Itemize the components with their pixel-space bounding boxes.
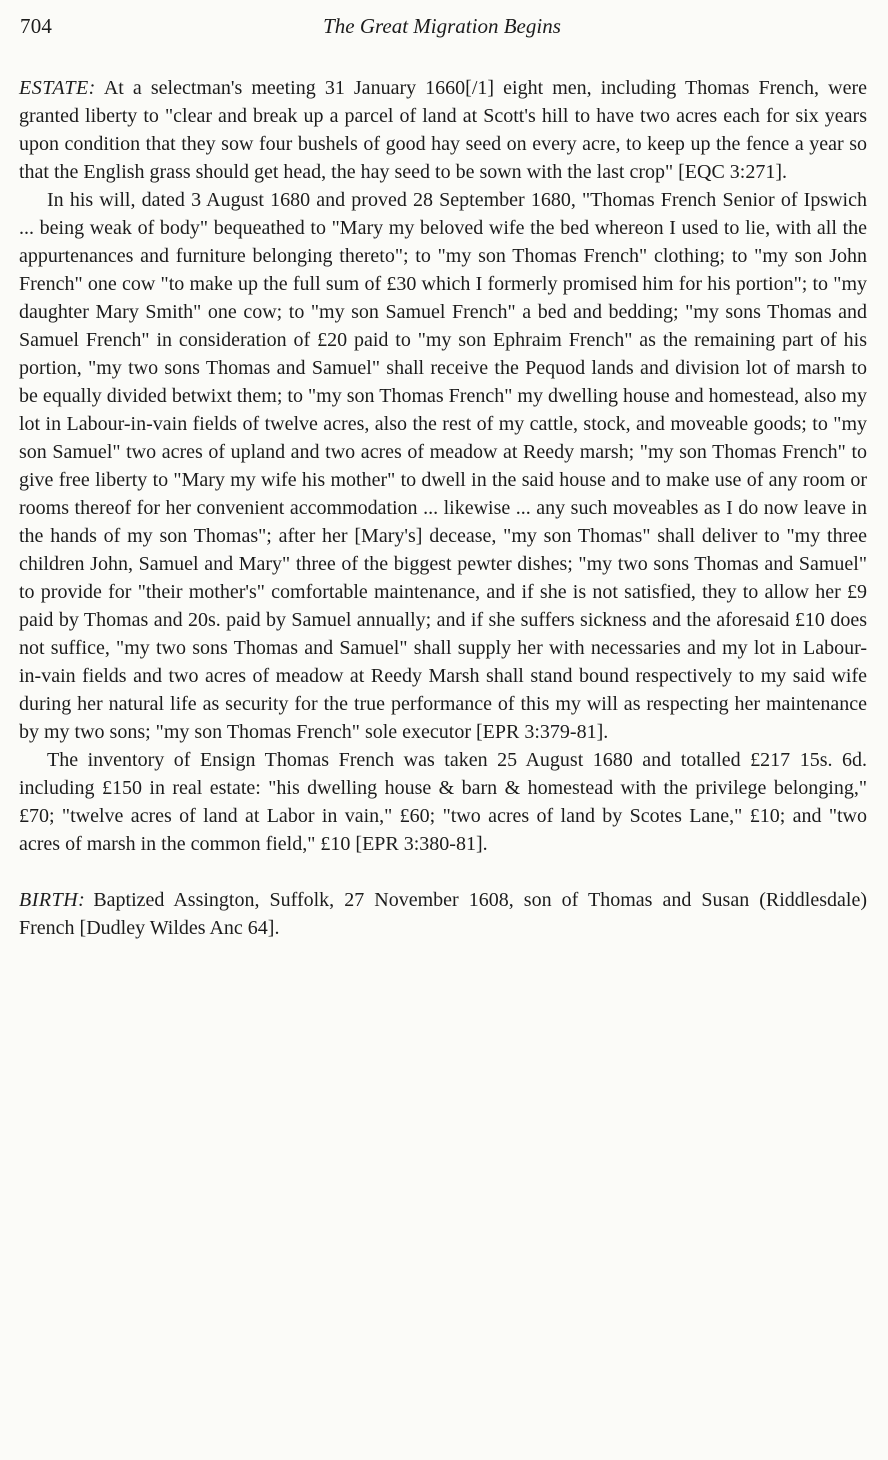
- birth-paragraph: [19, 886, 867, 942]
- page-number: 704: [20, 14, 53, 38]
- birth-label: BIRTH:: [19, 889, 86, 911]
- estate-paragraph-inventory: The inventory of Ensign Thomas French was taken 25 August 1680 and totalled £217 15s. 6d. including £150 in real estate: "his dwelling house & barn & homestead with the privilege belonging," £70; "twelve acres of land at Labor in vain," £60; "two acres of land by Scotes Lane," £10; and "two acres of marsh in the common field," £10 [EPR 3:380-81].: [19, 749, 867, 855]
- estate-paragraph-will: In his will, dated 3 August 1680 and proved 28 September 1680, "Thomas French Senior of Ipswich ... being weak of body" bequeathed to "Mary my beloved wife the bed whereon I used to lie, with all the appurtenances and furniture belonging thereto"; to "my son Thomas French" clothing; to "my son John French" one cow "to make up the full sum of £30 which I formerly promised him for his portion"; to "my daughter Mary Smith" one cow; to "my son Samuel French" a bed and bedding; "my sons Thomas and Samuel French" in consideration of £20 paid to "my son Ephraim French" as the remaining part of his portion, "my two sons Thomas and Samuel" shall receive the Pequod lands and division lot of marsh to be equally divided betwixt them; to "my son Thomas French" my dwelling house and homestead, also my lot in Labour-in-vain fields of twelve acres, also the rest of my cattle, stock, and moveable goods; to "my son Samuel" two acres of upland and two acres of meadow at Reedy marsh; "my son Thomas French" to give free liberty to "Mary my wife his mother" to dwell in the said house and to make use of any room or rooms thereof for her convenient accommodation ... likewise ... any such moveables as I do now leave in the hands of my son Thomas"; after her [Mary's] decease, "my son Thomas" shall deliver to "my three children John, Samuel and Mary" three of the biggest pewter dishes; "my two sons Thomas and Samuel" to provide for "their mother's" comfortable maintenance, and if she is not satisfied, they to allow her £9 paid by Thomas and 20s. paid by Samuel annually; and if she suffers sickness and the aforesaid £10 does not suffice, "my two sons Thomas and Samuel" shall supply her with necessaries and my lot in Labour-in-vain fields and two acres of meadow at Reedy Marsh shall stand bound respectively to my said wife during her natural life as security for the true performance of this my will as respecting her maintenance by my two sons; "my son Thomas French" sole executor [EPR 3:379-81].: [19, 189, 867, 743]
- running-title: The Great Migration Begins: [323, 14, 561, 38]
- estate-paragraph-1: [19, 74, 867, 186]
- section-gap: [19, 858, 867, 886]
- estate-text-1: At a selectman's meeting 31 January 1660[/1] eight men, including Thomas French, were granted liberty to "clear and break up a parcel of land at Scott's hill to have two acres each for six years upon condition that they sow four bushels of good hay seed on every acre, to keep up the fence a year so that the English grass should get head, the hay seed to be sown with the last crop" [EQC 3:271].: [19, 77, 867, 183]
- birth-text: Baptized Assington, Suffolk, 27 November 1608, son of Thomas and Susan (Riddlesdale) French [Dudley Wildes Anc 64].: [19, 889, 867, 939]
- running-head: [20, 14, 864, 46]
- body-text: [19, 74, 867, 942]
- estate-label: ESTATE:: [19, 77, 96, 99]
